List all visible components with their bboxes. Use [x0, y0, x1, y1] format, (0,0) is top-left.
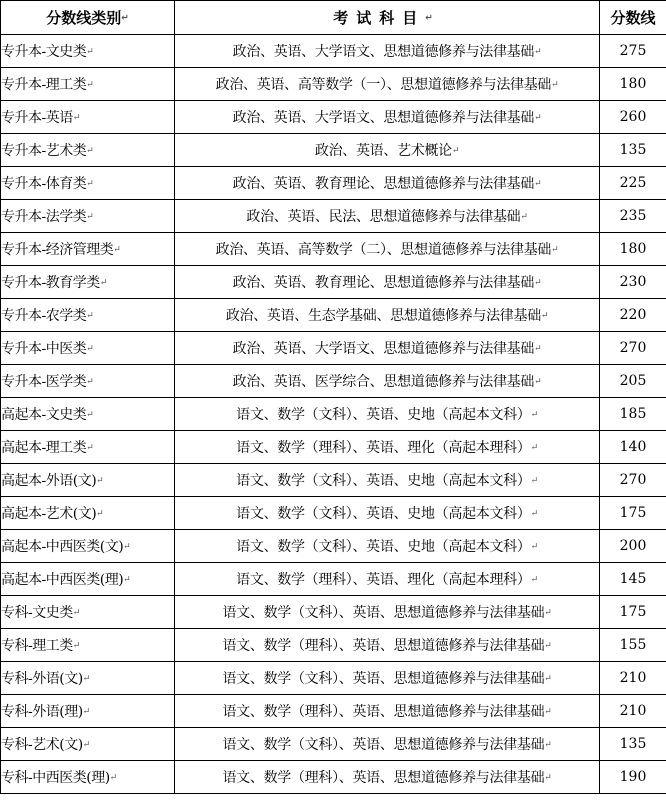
subjects-cell [175, 563, 600, 596]
subjects-cell [175, 200, 600, 233]
paragraph-mark-icon: ↵ [551, 245, 559, 255]
category-cell-text: 专科-外语(文) [1, 671, 83, 687]
paragraph-mark-icon: ↵ [72, 608, 80, 618]
subjects-cell [175, 266, 600, 299]
paragraph-mark-icon: ↵ [121, 13, 129, 24]
table-row [1, 662, 666, 695]
header-subjects [175, 1, 600, 35]
score-cell [600, 200, 666, 233]
subjects-cell-text: 语文、数学（文科）、英语、史地（高起本文科） [236, 539, 531, 555]
score-cell-text: 270 [619, 472, 647, 488]
category-cell-text: 专科-艺术(文) [1, 737, 83, 753]
table-row [1, 167, 666, 200]
category-cell [1, 728, 175, 761]
category-cell [1, 101, 175, 134]
paragraph-mark-icon: ↵ [520, 212, 528, 222]
category-cell-text: 高起本-中西医类(文) [1, 539, 124, 555]
paragraph-mark-icon: ↵ [530, 575, 538, 585]
table-row [1, 266, 666, 299]
category-cell-text: 专升本-经济管理类 [1, 242, 114, 258]
paragraph-mark-icon: ↵ [123, 542, 131, 552]
subjects-cell [175, 728, 600, 761]
score-cell-text: 135 [619, 736, 647, 752]
score-cell [600, 662, 666, 695]
paragraph-mark-icon: ↵ [82, 740, 90, 750]
score-cell-text: 200 [619, 538, 647, 554]
category-cell [1, 530, 175, 563]
table-row [1, 233, 666, 266]
paragraph-mark-icon: ↵ [530, 410, 538, 420]
paragraph-mark-icon: ↵ [86, 443, 94, 453]
category-cell [1, 662, 175, 695]
subjects-cell-text: 政治、英语、医学综合、思想道德修养与法律基础 [232, 374, 535, 390]
header-category [1, 1, 175, 35]
subjects-cell [175, 101, 600, 134]
score-cell [600, 365, 666, 398]
paragraph-mark-icon: ↵ [544, 608, 552, 618]
paragraph-mark-icon: ↵ [451, 146, 460, 156]
score-cell [600, 695, 666, 728]
score-cell-text: 235 [619, 208, 647, 224]
score-cell [600, 563, 666, 596]
score-cell [600, 35, 666, 68]
score-cell-text: 190 [619, 769, 647, 785]
category-cell-text: 高起本-文史类 [1, 407, 87, 423]
score-cell [600, 497, 666, 530]
category-cell [1, 299, 175, 332]
subjects-cell-text: 语文、数学（文科）、英语、思想道德修养与法律基础 [222, 671, 545, 687]
category-cell-text: 专科-中西医类(理) [1, 770, 110, 786]
score-cell [600, 761, 666, 794]
subjects-cell-text: 政治、英语、高等数学（一）、思想道德修养与法律基础 [215, 77, 552, 93]
paragraph-mark-icon: ↵ [425, 13, 441, 24]
score-cell [600, 134, 666, 167]
paragraph-mark-icon: ↵ [530, 443, 538, 453]
subjects-cell-text: 政治、英语、教育理论、思想道德修养与法律基础 [232, 275, 535, 291]
category-cell-text: 专升本-医学类 [1, 374, 87, 390]
category-cell-text: 专升本-英语 [1, 110, 73, 126]
subjects-cell [175, 596, 600, 629]
paragraph-mark-icon: ↵ [534, 344, 542, 354]
score-cell-text: 180 [619, 76, 647, 92]
subjects-cell-text: 语文、数学（理科）、英语、思想道德修养与法律基础 [222, 704, 545, 720]
category-cell-text: 专科-外语(理) [1, 704, 83, 720]
table-row [1, 134, 666, 167]
subjects-cell-text: 政治、英语、生态学基础、思想道德修养与法律基础 [225, 308, 541, 324]
paragraph-mark-icon: ↵ [96, 476, 104, 486]
subjects-cell [175, 299, 600, 332]
subjects-cell [175, 134, 600, 167]
paragraph-mark-icon: ↵ [534, 113, 542, 123]
paragraph-mark-icon: ↵ [109, 773, 117, 783]
category-cell [1, 398, 175, 431]
subjects-cell-text: 语文、数学（理科）、英语、理化（高起本理科） [236, 572, 531, 588]
table-row [1, 365, 666, 398]
table-row [1, 497, 666, 530]
subjects-cell [175, 332, 600, 365]
category-cell [1, 365, 175, 398]
subjects-cell-text: 政治、英语、大学语文、思想道德修养与法律基础 [232, 44, 535, 60]
subjects-cell [175, 233, 600, 266]
score-cell-text: 225 [619, 175, 647, 191]
category-cell [1, 167, 175, 200]
paragraph-mark-icon: ↵ [99, 278, 107, 288]
paragraph-mark-icon: ↵ [551, 80, 559, 90]
score-cell-text: 185 [619, 406, 647, 422]
subjects-cell-text: 语文、数学（理科）、英语、理化（高起本理科） [236, 440, 531, 456]
subjects-cell [175, 464, 600, 497]
category-cell-text: 高起本-外语(文) [1, 473, 97, 489]
score-cell [600, 629, 666, 662]
score-cell [600, 530, 666, 563]
paragraph-mark-icon: ↵ [86, 47, 94, 57]
score-cell [600, 596, 666, 629]
paragraph-mark-icon: ↵ [534, 377, 542, 387]
paragraph-mark-icon: ↵ [96, 509, 104, 519]
table-row [1, 200, 666, 233]
category-cell [1, 497, 175, 530]
category-cell-text: 高起本-艺术(文) [1, 506, 97, 522]
paragraph-mark-icon: ↵ [534, 278, 542, 288]
category-cell-text: 专升本-法学类 [1, 209, 87, 225]
score-cell [600, 101, 666, 134]
score-cell-text: 220 [619, 307, 647, 323]
paragraph-mark-icon: ↵ [86, 212, 94, 222]
paragraph-mark-icon: ↵ [86, 311, 94, 321]
category-cell [1, 464, 175, 497]
category-cell [1, 563, 175, 596]
score-cell-text: 175 [619, 505, 647, 521]
paragraph-mark-icon: ↵ [86, 344, 94, 354]
subjects-cell [175, 530, 600, 563]
category-cell-text: 专升本-农学类 [1, 308, 87, 324]
table-header [1, 1, 666, 35]
paragraph-mark-icon: ↵ [544, 674, 552, 684]
header-score [600, 1, 666, 35]
paragraph-mark-icon: ↵ [123, 575, 131, 585]
header-category-label: 分数线类别 [46, 9, 122, 27]
category-cell [1, 233, 175, 266]
table-row [1, 68, 666, 101]
category-cell [1, 200, 175, 233]
subjects-cell-text: 语文、数学（文科）、英语、思想道德修养与法律基础 [222, 605, 545, 621]
table-row [1, 563, 666, 596]
score-cell-text: 140 [619, 439, 647, 455]
paragraph-mark-icon: ↵ [86, 377, 94, 387]
score-cell-text: 275 [619, 43, 647, 59]
paragraph-mark-icon: ↵ [86, 80, 94, 90]
score-cell-text: 270 [619, 340, 647, 356]
score-cell [600, 431, 666, 464]
score-cell-text: 155 [619, 637, 647, 653]
table-row [1, 101, 666, 134]
score-cell [600, 68, 666, 101]
category-cell [1, 629, 175, 662]
table-row [1, 332, 666, 365]
category-cell-text: 专升本-中医类 [1, 341, 87, 357]
subjects-cell-text: 政治、英语、高等数学（二）、思想道德修养与法律基础 [215, 242, 552, 258]
header-row [1, 1, 666, 35]
subjects-cell-text: 政治、英语、教育理论、思想道德修养与法律基础 [232, 176, 535, 192]
category-cell-text: 专科-文史类 [1, 605, 73, 621]
score-cell [600, 299, 666, 332]
score-cell [600, 332, 666, 365]
category-cell [1, 332, 175, 365]
score-cell [600, 728, 666, 761]
category-cell-text: 专升本-理工类 [1, 77, 87, 93]
subjects-cell [175, 365, 600, 398]
subjects-cell-text: 语文、数学（理科）、英语、思想道德修养与法律基础 [222, 638, 545, 654]
paragraph-mark-icon: ↵ [86, 410, 94, 420]
score-cell-text: 260 [619, 109, 647, 125]
subjects-cell [175, 497, 600, 530]
category-cell [1, 68, 175, 101]
subjects-cell [175, 398, 600, 431]
category-cell-text: 高起本-理工类 [1, 440, 87, 456]
paragraph-mark-icon: ↵ [86, 146, 94, 156]
table-row [1, 299, 666, 332]
paragraph-mark-icon: ↵ [544, 773, 552, 783]
table-row [1, 35, 666, 68]
score-cell-text: 230 [619, 274, 647, 290]
subjects-cell [175, 35, 600, 68]
score-cell [600, 167, 666, 200]
category-cell-text: 专升本-体育类 [1, 176, 87, 192]
subjects-cell-text: 政治、英语、大学语文、思想道德修养与法律基础 [232, 110, 535, 126]
header-score-label: 分数线 [610, 9, 656, 27]
paragraph-mark-icon: ↵ [82, 674, 90, 684]
score-cell-text: 210 [619, 703, 647, 719]
category-cell [1, 596, 175, 629]
score-cell-text: 135 [619, 142, 647, 158]
table-row [1, 431, 666, 464]
subjects-cell [175, 68, 600, 101]
score-cell [600, 266, 666, 299]
table-row [1, 695, 666, 728]
score-cell [600, 233, 666, 266]
subjects-cell [175, 695, 600, 728]
subjects-cell [175, 761, 600, 794]
table-row [1, 761, 666, 794]
category-cell [1, 695, 175, 728]
score-cell-text: 145 [619, 571, 647, 587]
table-row [1, 629, 666, 662]
category-cell-text: 专升本-艺术类 [1, 143, 87, 159]
subjects-cell [175, 167, 600, 200]
subjects-cell [175, 431, 600, 464]
paragraph-mark-icon: ↵ [540, 311, 549, 321]
subjects-cell-text: 语文、数学（理科）、英语、思想道德修养与法律基础 [222, 770, 545, 786]
category-cell-text: 专升本-教育学类 [1, 275, 100, 291]
paragraph-mark-icon: ↵ [534, 47, 542, 57]
paragraph-mark-icon: ↵ [530, 509, 538, 519]
subjects-cell-text: 语文、数学（文科）、英语、史地（高起本文科） [236, 473, 531, 489]
category-cell-text: 专科-理工类 [1, 638, 73, 654]
category-cell-text: 专升本-文史类 [1, 44, 87, 60]
category-cell [1, 134, 175, 167]
paragraph-mark-icon: ↵ [86, 179, 94, 189]
category-cell [1, 35, 175, 68]
table-row [1, 596, 666, 629]
paragraph-mark-icon: ↵ [544, 707, 552, 717]
score-cell [600, 464, 666, 497]
paragraph-mark-icon: ↵ [534, 179, 542, 189]
score-cell-text: 210 [619, 670, 647, 686]
subjects-cell-text: 政治、英语、艺术概论 [314, 143, 452, 159]
score-cell-text: 180 [619, 241, 647, 257]
paragraph-mark-icon: ↵ [72, 641, 80, 651]
subjects-cell [175, 629, 600, 662]
paragraph-mark-icon: ↵ [113, 245, 121, 255]
subjects-cell-text: 语文、数学（文科）、英语、思想道德修养与法律基础 [222, 737, 545, 753]
header-subjects-label: 考试科目 [333, 9, 426, 27]
category-cell [1, 761, 175, 794]
subjects-cell [175, 662, 600, 695]
subjects-cell-text: 语文、数学（文科）、英语、史地（高起本文科） [236, 407, 531, 423]
score-cell-text: 175 [619, 604, 647, 620]
category-cell [1, 266, 175, 299]
paragraph-mark-icon: ↵ [530, 476, 538, 486]
paragraph-mark-icon: ↵ [530, 542, 538, 552]
paragraph-mark-icon: ↵ [544, 740, 552, 750]
paragraph-mark-icon: ↵ [82, 707, 90, 717]
table-row [1, 398, 666, 431]
subjects-cell-text: 语文、数学（文科）、英语、史地（高起本文科） [236, 506, 531, 522]
score-cell-text: 205 [619, 373, 647, 389]
paragraph-mark-icon: ↵ [544, 641, 552, 651]
paragraph-mark-icon: ↵ [72, 113, 80, 123]
table-body [1, 35, 666, 794]
category-cell [1, 431, 175, 464]
category-cell-text: 高起本-中西医类(理) [1, 572, 124, 588]
table-row [1, 530, 666, 563]
table-row [1, 728, 666, 761]
subjects-cell-text: 政治、英语、民法、思想道德修养与法律基础 [246, 209, 521, 225]
score-cell [600, 398, 666, 431]
subjects-cell-text: 政治、英语、大学语文、思想道德修养与法律基础 [232, 341, 535, 357]
table-row [1, 464, 666, 497]
